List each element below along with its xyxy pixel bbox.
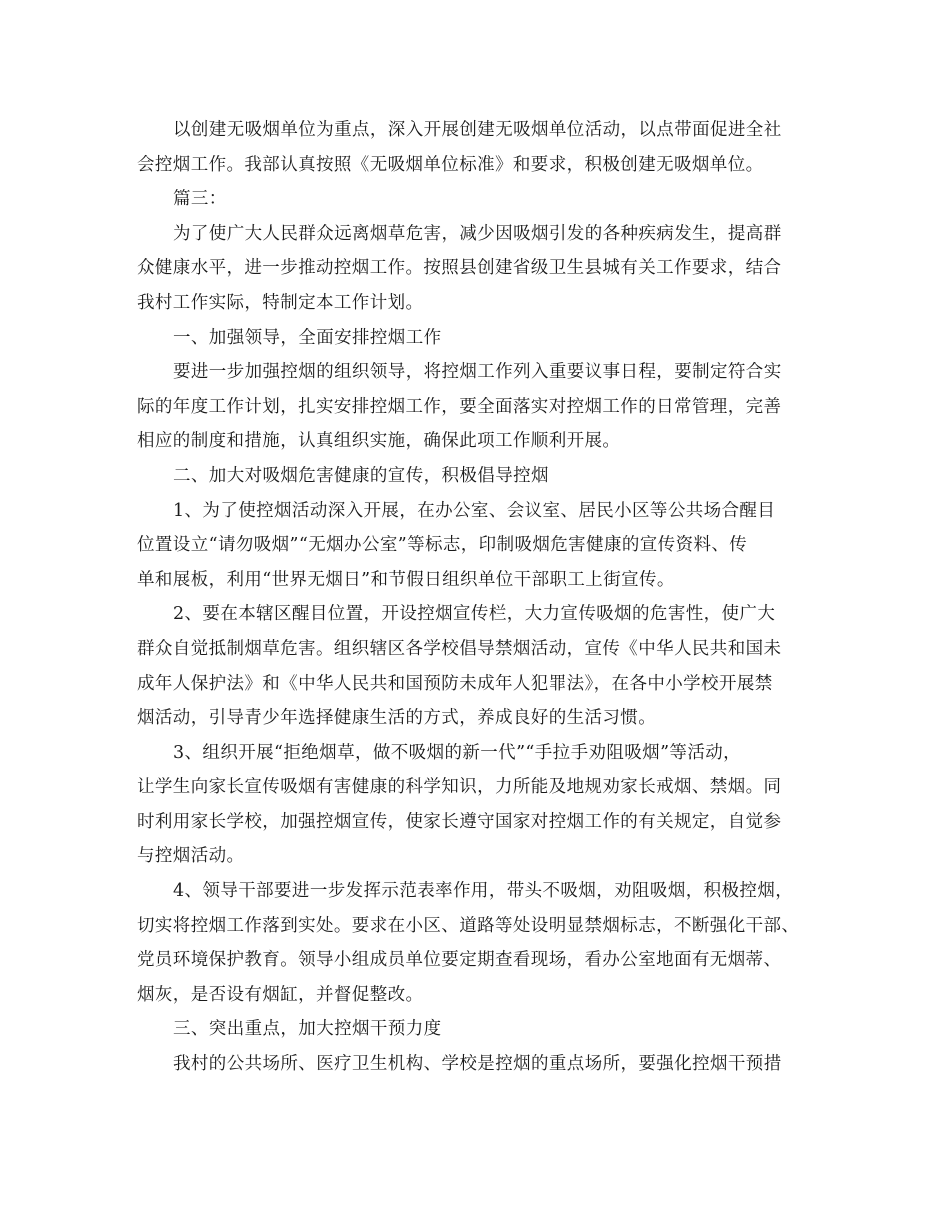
heading-one: [137, 321, 821, 356]
text-line: 二、加大对吸烟危害健康的宣传，积极倡导控烟: [173, 465, 549, 486]
text-line: 切实将控烟工作落到实处。要求在小区、道路等处设明显禁烟标志，不断强化干部、: [137, 915, 800, 936]
text-line: 2、要在本辖区醒目位置，开设控烟宣传栏，大力宣传吸烟的危害性，使广大: [173, 604, 776, 625]
paragraph-item-2: [137, 597, 821, 735]
text-line: 成年人保护法》和《中华人民共和国预防未成年人犯罪法》，在各中小学校开展禁: [137, 673, 773, 694]
text-line: 篇三：: [173, 189, 227, 210]
paragraph-no-smoking-units: [137, 113, 821, 182]
text-line: 相应的制度和措施，认真组织实施，确保此项工作顺利开展。: [137, 431, 621, 452]
text-line: 4、领导干部要进一步发挥示范表率作用，带头不吸烟，劝阻吸烟，积极控烟，: [173, 881, 794, 902]
text-line: 党员环境保护教育。领导小组成员单位要定期查看现场，看办公室地面有无烟蒂、: [137, 950, 782, 971]
text-line: 众健康水平，进一步推动控烟工作。按照县创建省级卫生县城有关工作要求，结合: [137, 258, 782, 279]
text-line: 为了使广大人民群众远离烟草危害，减少因吸烟引发的各种疾病发生，提高群: [173, 223, 782, 244]
text-line: 与控烟活动。: [137, 846, 245, 867]
text-line: 单和展板，利用“世界无烟日”和节假日组织单位干部职工上街宣传。: [137, 569, 675, 590]
paragraph-leadership: [137, 355, 821, 459]
text-line: 我村工作实际，特制定本工作计划。: [137, 292, 424, 313]
text-line: 会控烟工作。我部认真按照《无吸烟单位标准》和要求，积极创建无吸烟单位。: [137, 154, 764, 175]
paragraph-item-1: [137, 494, 821, 598]
paragraph-item-3: [137, 736, 821, 874]
text-line: 1、为了使控烟活动深入开展，在办公室、会议室、居民小区等公共场合醒目: [173, 500, 776, 521]
text-line: 烟灰，是否设有烟缸，并督促整改。: [137, 984, 424, 1005]
text-line: 时利用家长学校，加强控烟宣传，使家长遵守国家对控烟工作的有关规定，自觉参: [137, 811, 782, 832]
document-body: [137, 113, 821, 1082]
text-line: 我村的公共场所、医疗卫生机构、学校是控烟的重点场所，要强化控烟干预措: [173, 1054, 782, 1075]
text-line: 一、加强领导，全面安排控烟工作: [173, 327, 442, 348]
text-line: 际的年度工作计划，扎实安排控烟工作，要全面落实对控烟工作的日常管理，完善: [137, 396, 782, 417]
text-line: 要进一步加强控烟的组织领导，将控烟工作列入重要议事日程，要制定符合实: [173, 362, 782, 383]
text-line: 群众自觉抵制烟草危害。组织辖区各学校倡导禁烟活动，宣传《中华人民共和国未: [137, 638, 782, 659]
text-line: 三、突出重点，加大控烟干预力度: [173, 1019, 442, 1040]
text-line: 以创建无吸烟单位为重点，深入开展创建无吸烟单位活动，以点带面促进全社: [173, 120, 782, 140]
text-line: 位置设立“请勿吸烟”“无烟办公室”等标志，印制吸烟危害健康的宣传资料、传: [137, 535, 748, 556]
text-line: 烟活动，引导青少年选择健康生活的方式，养成良好的生活习惯。: [137, 708, 657, 729]
paragraph-intro: [137, 217, 821, 321]
section-label-part-three: [137, 182, 821, 217]
text-line: 3、组织开展“拒绝烟草，做不吸烟的新一代”“手拉手劝阻吸烟”等活动，: [173, 742, 742, 763]
heading-two: [137, 459, 821, 494]
text-line: 让学生向家长宣传吸烟有害健康的科学知识，力所能及地规劝家长戒烟、禁烟。同: [137, 777, 782, 798]
paragraph-key-places: [137, 1047, 821, 1082]
paragraph-item-4: [137, 874, 821, 1012]
heading-three: [137, 1012, 821, 1047]
